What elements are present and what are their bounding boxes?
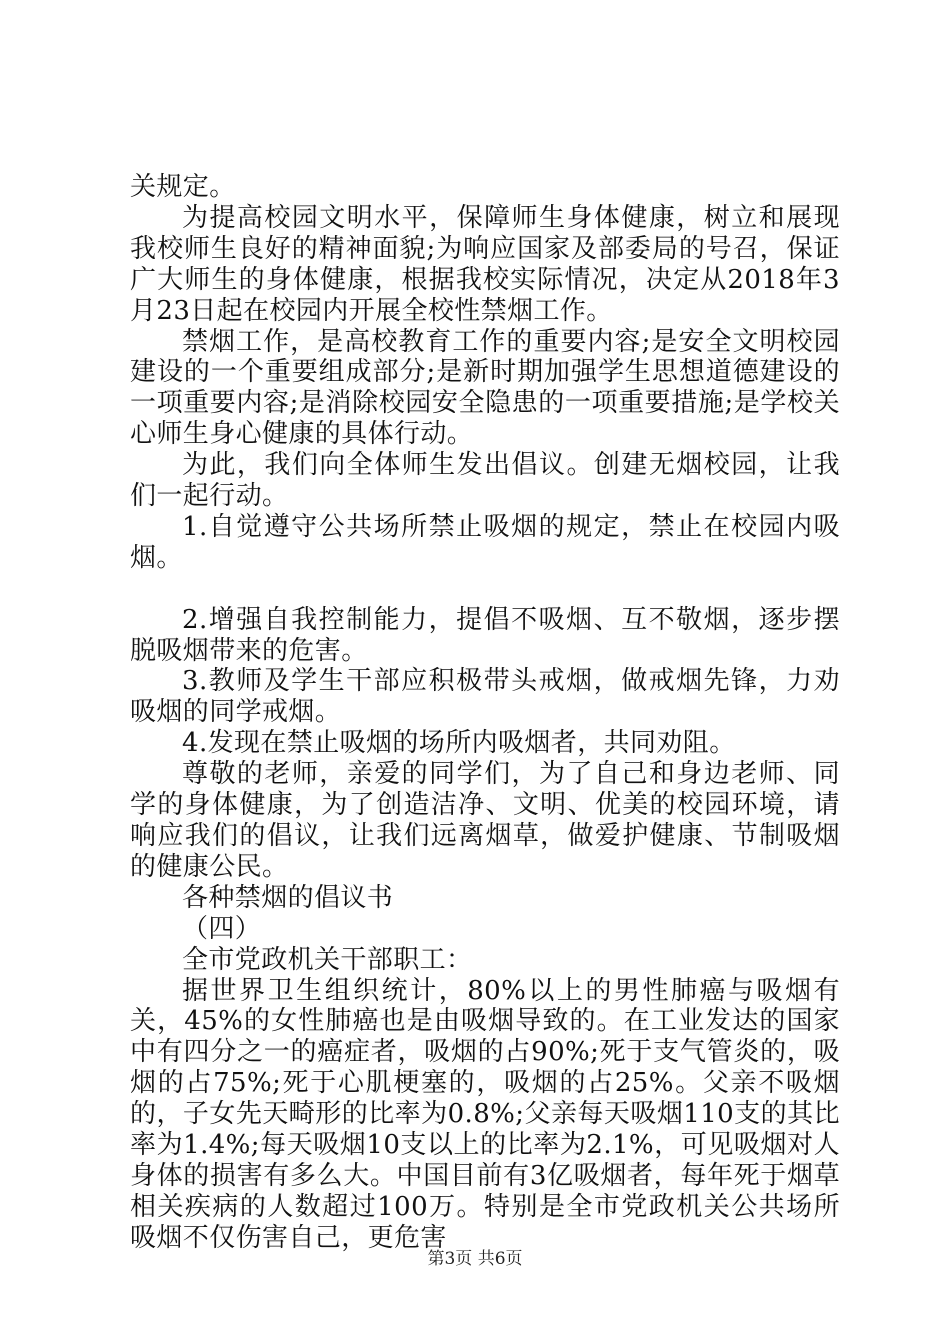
list-item-1: 1.自觉遵守公共场所禁止吸烟的规定，禁止在校园内吸烟。 [130, 511, 840, 573]
list-item-3: 3.教师及学生干部应积极带头戒烟，做戒烟先锋，力劝吸烟的同学戒烟。 [130, 666, 840, 728]
paragraph-2: 为提高校园文明水平，保障师生身体健康，树立和展现我校师生良好的精神面貌;为响应国家及部委局的号召，保证广大师生的身体健康，根据我校实际情况，决定从2018年3月23日起在校园内开展全校性禁烟工作。 [130, 202, 840, 326]
blank-line [130, 574, 840, 605]
paragraph-1: 关规定。 [130, 172, 236, 202]
paragraph-3: 禁烟工作，是高校教育工作的重要内容;是安全文明校园建设的一个重要组成部分;是新时期加强学生思想道德建设的一项重要内容;是消除校园安全隐患的一项重要措施;是学校关心师生身心健康的具体行动。 [130, 326, 840, 450]
paragraph-closing: 尊敬的老师，亲爱的同学们，为了自己和身边老师、同学的身体健康，为了创造洁净、文明、优美的校园环境，请响应我们的倡议，让我们远离烟草，做爱护健康、节制吸烟的健康公民。 [130, 759, 840, 882]
section-title: 各种禁烟的倡议书 [182, 882, 394, 913]
salutation: 全市党政机关干部职工： [182, 944, 473, 975]
paragraph-statistics: 据世界卫生组织统计，80%以上的男性肺癌与吸烟有关，45%的女性肺癌也是由吸烟导致的。在工业发达的国家中有四分之一的癌症者，吸烟的占90%;死于支气管炎的，吸烟的占75%;死于心肌梗塞的，吸烟的占25%。父亲不吸烟的，子女先天畸形的比率为0.8%;父亲每天吸烟110支的其比率为1.4%;每天吸烟10支以上的比率为2.1%，可见吸烟对人身体的损害有多么大。中国目前有3亿吸烟者，每年死于烟草相关疾病的人数超过100万。特别是全市党政机关公共场所吸烟不仅伤害自己，更危害 [130, 975, 840, 1253]
list-item-4: 4.发现在禁止吸烟的场所内吸烟者，共同劝阻。 [182, 728, 736, 759]
list-item-2: 2.增强自我控制能力，提倡不吸烟、互不敬烟，逐步摆脱吸烟带来的危害。 [130, 604, 840, 666]
paragraph-4: 为此，我们向全体师生发出倡议。创建无烟校园，让我们一起行动。 [130, 450, 840, 512]
document-body [130, 172, 840, 1254]
section-number: （四） [182, 913, 262, 944]
page-footer: 第3页 共6页 [427, 1249, 523, 1269]
